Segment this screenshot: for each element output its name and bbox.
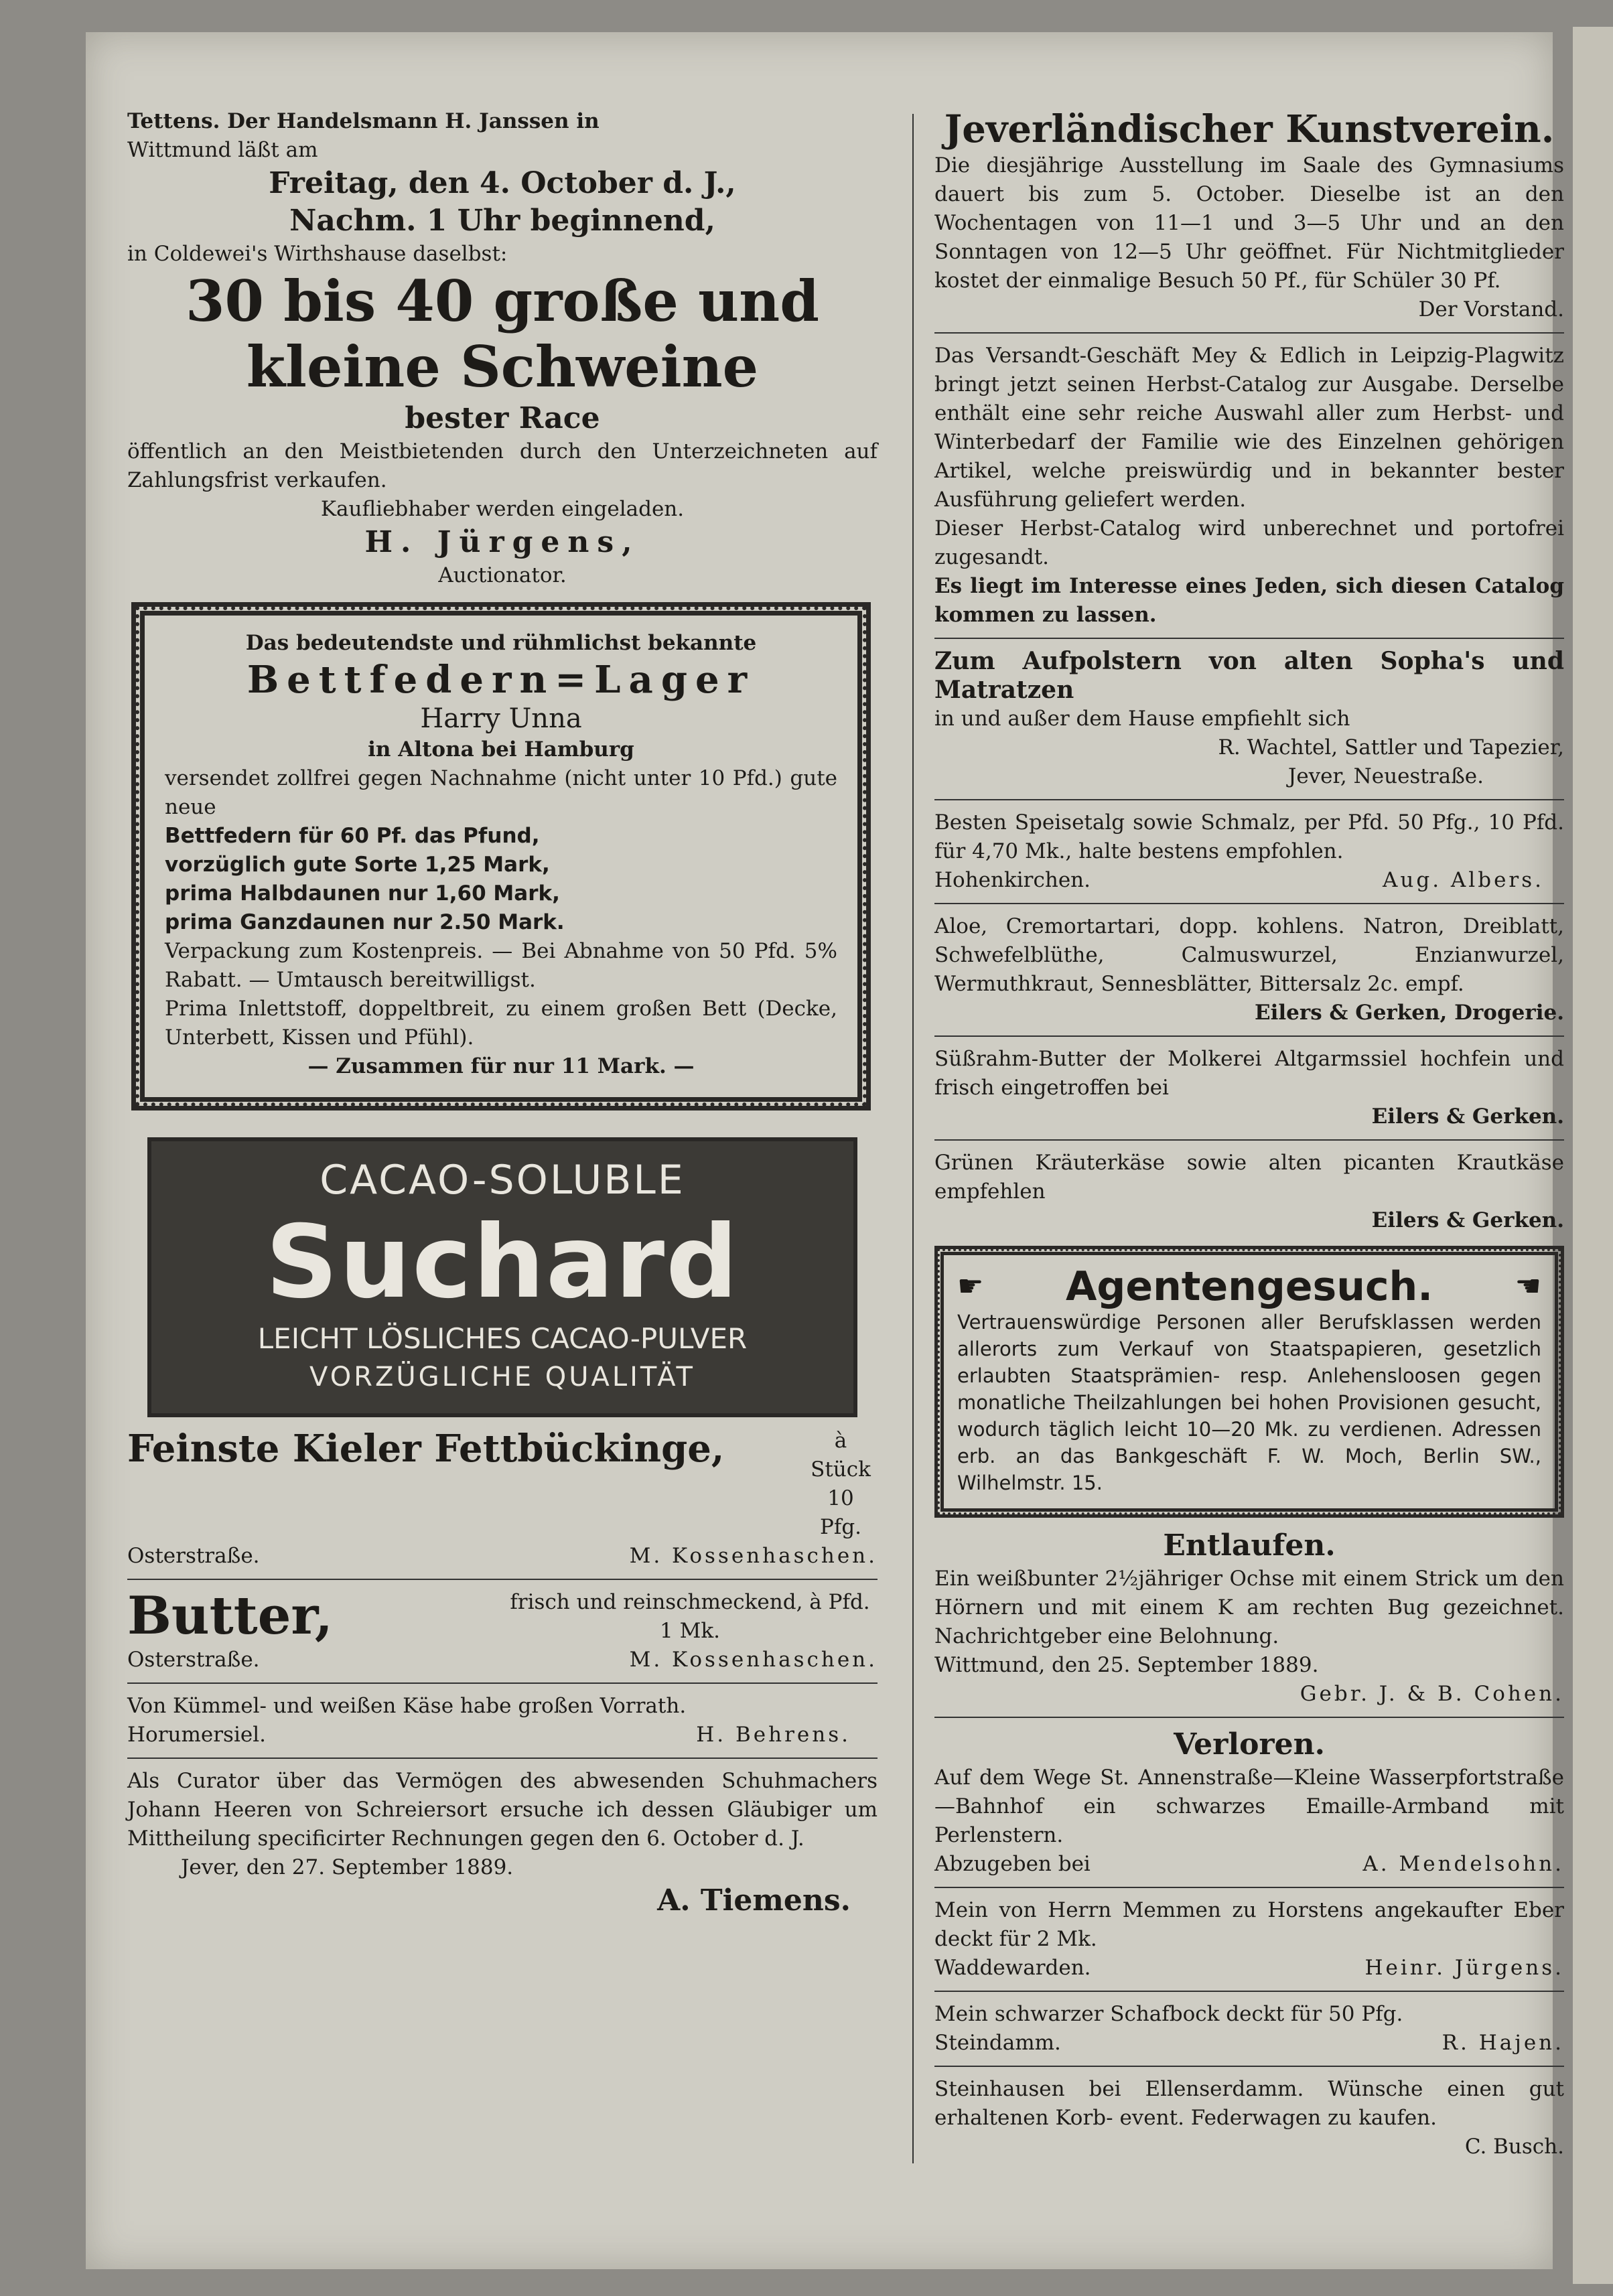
divider <box>127 1579 878 1580</box>
fett-title: Feinste Kieler Fettbückinge, <box>127 1427 725 1471</box>
kaese-place: Horumersiel. <box>127 1723 266 1747</box>
ad-tettens-time: Nachm. 1 Uhr beginnend, <box>289 204 715 238</box>
kaese-name: H. Behrens. <box>696 1723 851 1747</box>
ad-versand <box>934 342 1564 630</box>
divider <box>934 1717 1564 1718</box>
ad-tettens-line2: Wittmund läßt am <box>127 138 318 162</box>
ad-tettens-place: in Coldewei's Wirthshause daselbst: <box>127 242 508 266</box>
ad-bett-price1: Bettfedern für 60 Pf. das Pfund, <box>165 824 540 848</box>
curator-name: A. Tiemens. <box>657 1883 851 1918</box>
entlaufen-date: Wittmund, den 25. September 1889. <box>934 1653 1319 1677</box>
ad-bett-price3: prima Halbdaunen nur 1,60 Mark, <box>165 881 560 906</box>
butter-title: Butter, <box>127 1585 333 1646</box>
ad-tettens-headline1: 30 bis 40 große und <box>186 268 819 334</box>
cacao-quality: VORZÜGLICHE QUALITÄT <box>309 1362 695 1392</box>
polster-title: Zum Aufpolstern von alten Sopha's und Matratzen <box>934 647 1564 704</box>
verloren-give: Abzugeben bei <box>934 1852 1091 1876</box>
divider <box>934 1991 1564 1992</box>
ad-bett-price2: vorzüglich gute Sorte 1,25 Mark, <box>165 853 550 877</box>
divider <box>934 332 1564 334</box>
curator-date: Jever, den 27. September 1889. <box>181 1855 514 1879</box>
divider <box>127 1682 878 1684</box>
schaf-text: Mein schwarzer Schafbock deckt für 50 Pfg. <box>934 2002 1403 2026</box>
kunst-text: Die diesjährige Ausstellung im Saale des Gymnasiums dauert bis zum 5. October. Dieselbe ist an den Wochentagen von 11—1 und 3—5 Uhr und an den Sonntagen von 12—5 Uhr geöffnet. Für Nichtmitglieder kostet der einmalige Besuch 50 Pf., für Schüler 30 Pf. <box>934 153 1564 293</box>
left-column <box>127 107 878 1920</box>
ad-entlaufen <box>934 1527 1564 1709</box>
ad-bett-total: — Zusammen für nur 11 Mark. — <box>307 1054 695 1078</box>
ad-aloe <box>934 912 1564 1027</box>
ad-talg <box>934 808 1564 895</box>
kunst-sign: Der Vorstand. <box>1418 297 1564 321</box>
butter-name: M. Kossenhaschen. <box>629 1648 878 1672</box>
verloren-title: Verloren. <box>1174 1727 1325 1762</box>
ad-fettbueckinge <box>127 1427 878 1571</box>
talg-place: Hohenkirchen. <box>934 868 1091 892</box>
kraeuter-text: Grünen Kräuterkäse sowie alten picanten Krautkäse empfehlen <box>934 1151 1564 1204</box>
page-edge <box>1573 27 1613 2284</box>
ad-tettens-signer: H. Jürgens, <box>364 525 640 559</box>
ad-butter <box>127 1585 878 1674</box>
entlaufen-title: Entlaufen. <box>1163 1528 1336 1563</box>
ad-bett-company: Harry Unna <box>420 703 582 734</box>
cacao-subtitle: LEICHT LÖSLICHES CACAO-PULVER <box>257 1322 748 1355</box>
ad-polster <box>934 647 1564 791</box>
suess-name: Eilers & Gerken. <box>1371 1104 1564 1129</box>
divider <box>934 1887 1564 1888</box>
fett-price: à Stück 10 Pfg. <box>811 1429 871 1539</box>
cacao-brand: Suchard <box>265 1204 740 1321</box>
ad-bett-title: Bettfedern=Lager <box>247 658 756 702</box>
right-column <box>934 107 1564 2161</box>
ad-tettens-date: Freitag, den 4. October d. J., <box>269 166 736 200</box>
ad-tettens-role: Auctionator. <box>438 563 567 587</box>
cacao-title: CACAO-SOLUBLE <box>320 1157 685 1204</box>
suess-text: Süßrahm-Butter der Molkerei Altgarmssiel hochfein und frisch eingetroffen bei <box>934 1047 1564 1100</box>
ad-suessrahm <box>934 1045 1564 1131</box>
aloe-name: Eilers & Gerken, Drogerie. <box>1254 1001 1564 1025</box>
fett-place: Osterstraße. <box>127 1544 260 1568</box>
pointing-hand-left-icon: ☚ <box>1515 1269 1541 1303</box>
ad-tettens <box>127 107 878 590</box>
ad-kaese <box>127 1692 878 1749</box>
ad-tettens-headline2: kleine Schweine <box>246 334 759 400</box>
kaese-text: Von Kümmel- und weißen Käse habe großen Vorrath. <box>127 1694 687 1718</box>
schaf-name: R. Hajen. <box>1442 2031 1564 2055</box>
butter-desc: frisch und reinschmeckend, à Pfd. 1 Mk. <box>510 1590 870 1643</box>
ad-verloren <box>934 1726 1564 1879</box>
ad-bett-city: in Altona bei Hamburg <box>368 737 634 762</box>
korb-name: C. Busch. <box>1464 2135 1564 2159</box>
ad-kunstverein <box>934 107 1564 324</box>
versand-text: Das Versandt-Geschäft Mey & Edlich in Leipzig-Plagwitz bringt jetzt seinen Herbst-Catalog zur Ausgabe. Derselbe enthält eine sehr reiche Auswahl aller zum Herbst- und Winterbedarf der Familie wie des Einzelnen gehörigen Artikel, welche preiswürdig und in bekannter bester Ausführung geliefert werden. <box>934 344 1564 512</box>
divider <box>934 2066 1564 2067</box>
talg-name: Aug. Albers. <box>1383 868 1544 892</box>
fett-name: M. Kossenhaschen. <box>629 1544 878 1568</box>
ad-korbwagen <box>934 2075 1564 2161</box>
kraeuter-name: Eilers & Gerken. <box>1371 1208 1564 1232</box>
entlaufen-name: Gebr. J. & B. Cohen. <box>1300 1682 1564 1706</box>
versand-text2: Dieser Herbst-Catalog wird unberechnet und portofrei zugesandt. <box>934 516 1564 569</box>
polster-addr: Jever, Neuestraße. <box>1287 764 1484 788</box>
talg-text: Besten Speisetalg sowie Schmalz, per Pfd. 50 Pfg., 10 Pfd. für 4,70 Mk., halte bestens empfohlen. <box>934 810 1564 863</box>
ad-bett-line1: Das bedeutendste und rühmlichst bekannte <box>245 631 757 655</box>
ad-tettens-body: öffentlich an den Meistbietenden durch den Unterzeichneten auf Zahlungsfrist verkaufen. <box>127 439 878 492</box>
entlaufen-text: Ein weißbunter 2½jähriger Ochse mit einem Strick um den Hörnern und mit einem K am rechten Bug gezeichnet. Nachrichtgeber eine Belohnung. <box>934 1567 1564 1648</box>
eber-text: Mein von Herrn Memmen zu Horstens angekaufter Eber deckt für 2 Mk. <box>934 1898 1564 1951</box>
verloren-text: Auf dem Wege St. Annenstraße—Kleine Wasserpfortstraße—Bahnhof ein schwarzes Emaille-Armband mit Perlenstern. <box>934 1766 1564 1847</box>
ad-bett-intro: versendet zollfrei gegen Nachnahme (nicht unter 10 Pfd.) gute neue <box>165 766 837 819</box>
ad-agentengesuch <box>934 1246 1564 1518</box>
ad-bett-inlett: Prima Inlettstoff, doppeltbreit, zu einem großen Bett (Decke, Unterbett, Kissen und Pfühl). <box>165 997 837 1050</box>
verloren-name: A. Mendelsohn. <box>1362 1852 1564 1876</box>
ad-curator <box>127 1767 878 1920</box>
schaf-place: Steindamm. <box>934 2031 1061 2055</box>
agent-title: Agentengesuch. <box>1065 1263 1433 1310</box>
divider <box>934 799 1564 800</box>
eber-place: Waddewarden. <box>934 1956 1091 1980</box>
ad-tettens-invite: Kaufliebhaber werden eingeladen. <box>320 497 685 521</box>
divider <box>127 1757 878 1759</box>
ad-kraeuterkaese <box>934 1149 1564 1235</box>
divider <box>934 903 1564 904</box>
eber-name: Heinr. Jürgens. <box>1364 1956 1564 1980</box>
ad-tettens-line1: Tettens. Der Handelsmann H. Janssen in <box>127 109 600 133</box>
pointing-hand-right-icon: ☛ <box>957 1269 984 1303</box>
column-rule <box>912 114 914 2163</box>
agent-text: Vertrauenswürdige Personen aller Berufsklassen werden allerorts zum Verkauf von Staatspapieren, gesetzlich erlaubten Staatsprämien- resp. Anlehensloosen gegen monatliche Theilzahlungen bei hohen Provisionen gesucht, wodurch täglich leicht 10—20 Mk. zu verdienen. Adressen erb. an das Bankgeschäft F. W. Moch, Berlin SW., Wilhelmstr. 15. <box>957 1311 1541 1494</box>
versand-text3: Es liegt im Interesse eines Jeden, sich diesen Catalog kommen zu lassen. <box>934 574 1564 627</box>
curator-text: Als Curator über das Vermögen des abwesenden Schuhmachers Johann Heeren von Schreiersort ersuche ich dessen Gläubiger um Mittheilung specificirter Rechnungen gegen den 6. October d. J. <box>127 1769 878 1851</box>
butter-place: Osterstraße. <box>127 1648 260 1672</box>
divider <box>934 1139 1564 1141</box>
kunst-title: Jeverländischer Kunstverein. <box>944 107 1555 151</box>
ad-bettfedern <box>131 602 871 1110</box>
polster-text: in und außer dem Hause empfiehlt sich <box>934 707 1350 731</box>
divider <box>934 1035 1564 1037</box>
ad-bett-price4: prima Ganzdaunen nur 2.50 Mark. <box>165 910 565 934</box>
polster-name: R. Wachtel, Sattler und Tapezier, <box>1218 735 1564 760</box>
ad-eber <box>934 1896 1564 1983</box>
ad-bett-terms: Verpackung zum Kostenpreis. — Bei Abnahme von 50 Pfd. 5% Rabatt. — Umtausch bereitwilligst. <box>165 939 837 992</box>
korb-text: Steinhausen bei Ellenserdamm. Wünsche einen gut erhaltenen Korb- event. Federwagen zu kaufen. <box>934 2077 1564 2130</box>
ad-tettens-race: bester Race <box>405 401 600 435</box>
aloe-text: Aloe, Cremortartari, dopp. kohlens. Natron, Dreiblatt, Schwefelblüthe, Calmuswurzel, Enzianwurzel, Wermuthkraut, Sennesblätter, Bittersalz 2c. empf. <box>934 914 1564 996</box>
ad-cacao-suchard <box>147 1137 857 1417</box>
divider <box>934 638 1564 639</box>
ad-schafbock <box>934 2000 1564 2058</box>
